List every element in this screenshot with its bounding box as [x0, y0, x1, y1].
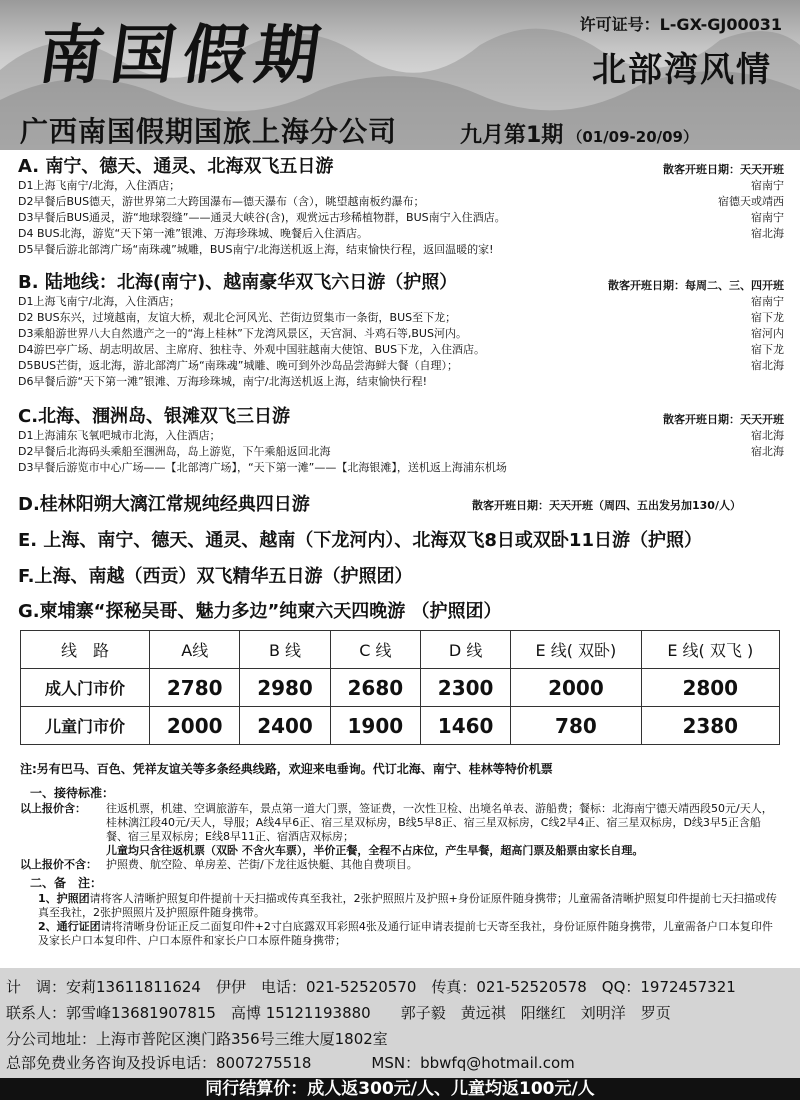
contact-persons: 联系人：郭雪峰13681907815 高博 15121193880 郭子毅 黄远祺 阳继红 刘明洋 罗页: [6, 1004, 671, 1022]
table-header-cell: E 线( 双卧): [511, 631, 641, 669]
excluded-label: 以上报价不含：: [20, 858, 97, 871]
child-policy: 儿童均只含往返机票（双卧 不含火车票），半价正餐，全程不占床位，产生早餐，超高门票及船票由家长自理。: [106, 844, 644, 857]
itinerary-day: D6早餐后游“天下第一滩”银滩、万海珍珠城，南宁/北海送机返上海，结束愉快行程!: [18, 375, 427, 388]
license-number: 许可证号：L-GX-GJ00031: [579, 15, 782, 34]
contact-footer: [0, 968, 800, 1078]
itinerary-day: D2早餐后BUS德天，游世界第二大跨国瀑布—德天瀑布（含），眺望越南板约瀑布； 宿德天或靖西: [18, 195, 784, 208]
itinerary-day: D1上海浦东飞氧吧城市北海，入住酒店； 宿北海: [18, 429, 784, 442]
operator-contacts: 计 调：安莉13611811624 伊伊 电话：021-52520570 传真：021-52520578 QQ：1972457321: [6, 978, 736, 996]
brand-logo-text: 南国假期: [33, 18, 333, 93]
remark-item: 2、通行证团请将清晰身份证正反二面复印件+2寸白底露双耳彩照4张及通行证申请表提前七天寄至我社，身份证原件随身携带，儿童需备户口本复印件及家长户口本复印件、户口本原件和家长户口本原件随身携带；: [38, 920, 773, 947]
tour-b: [18, 272, 784, 390]
itinerary-day: D2早餐后北海码头乘船至涠洲岛，岛上游览，下午乘船返回北海 宿北海: [18, 445, 784, 458]
itinerary-day: D3早餐后游览市中心广场——【北部湾广场】，“天下第一滩”——【北海银滩】，送机返上海浦东机场: [18, 461, 507, 474]
hotline-msn: 总部免费业务咨询及投诉电话：8007275518 MSN：bbwfq@hotmail.com: [6, 1054, 575, 1072]
issue-number: 九月第1期: [460, 123, 564, 148]
row-label: 成人门市价: [21, 669, 150, 707]
price-cell: 2800: [641, 669, 779, 707]
additional-routes-note: 注:另有巴马、百色、凭祥友谊关等多条经典线路，欢迎来电垂询。代订北海、南宁、桂林等特价机票: [20, 762, 553, 776]
tour-a-title: A. 南宁、德天、通灵、北海双飞五日游 散客开班日期：天天开班: [18, 156, 784, 178]
tour-b-schedule: 散客开班日期：每周二、三、四开班: [608, 279, 784, 292]
price-cell: 2300: [420, 669, 510, 707]
tour-a-schedule: 散客开班日期：天天开班: [663, 163, 784, 176]
price-cell: 2400: [240, 707, 330, 745]
issue-date-range: （01/09-20/09）: [567, 128, 698, 146]
company-name: 广西南国假期国旅上海分公司: [20, 115, 398, 148]
price-cell: 2000: [511, 669, 641, 707]
price-cell: 780: [511, 707, 641, 745]
included-label: 以上报价含：: [20, 802, 86, 815]
included-text: 往返机票，机建、空调旅游车，景点第一道大门票，签证费，一次性卫检、出境名单表、游船费；餐标：北海南宁德天靖西段50元/天人，桂林漓江段40元/天人，导服；A线4早6正、宿三星双标房，B线5早8正、宿三星双标房，C线2早4正、宿三星双标房，D线3早5正含船餐、宿三星双标房；E线8早11正、宿酒店双标房；: [106, 802, 773, 843]
agent-rebate-banner: 同行结算价：成人返300元/人、儿童均返100元/人: [0, 1078, 800, 1100]
tour-e-title: E. 上海、南宁、德天、通灵、越南（下龙河内）、北海双飞8日或双卧11日游（护照）: [18, 530, 702, 551]
included-block: [20, 802, 780, 858]
table-row: [21, 707, 780, 745]
row-label: 儿童门市价: [21, 707, 150, 745]
table-header-cell: B 线: [240, 631, 330, 669]
itinerary-day: D3乘船游世界八大自然遗产之一的“海上桂林”下龙湾风景区，天宫洞、斗鸡石等,BUS河内。 宿河内: [18, 327, 784, 340]
price-cell: 1900: [330, 707, 420, 745]
itinerary-day: D4 BUS北海，游览“天下第一滩”银滩、万海珍珠城、晚餐后入住酒店。 宿北海: [18, 227, 784, 240]
price-cell: 2680: [330, 669, 420, 707]
price-cell: 2380: [641, 707, 779, 745]
tour-d-schedule: 散客开班日期：天天开班（周四、五出发另加130/人）: [472, 499, 741, 512]
tour-c: [18, 406, 784, 476]
table-header-cell: E 线( 双飞 ): [641, 631, 779, 669]
excluded-text: 护照费、航空险、单房差、芒街/下龙往返快艇、其他自费项目。: [106, 858, 418, 871]
itinerary-day: D1上海飞南宁/北海，入住酒店； 宿南宁: [18, 295, 784, 308]
table-header-cell: 线 路: [21, 631, 150, 669]
itinerary-day: D3早餐后BUS通灵，游“地球裂缝”——通灵大峡谷(含)，观赏远古珍稀植物群，BUS南宁入住酒店。 宿南宁: [18, 211, 784, 224]
header-banner: [0, 0, 800, 150]
itinerary-day: D5早餐后游北部湾广场“南珠魂”城雕，BUS南宁/北海送机返上海，结束愉快行程，返回温暖的家!: [18, 243, 494, 256]
destination-title: 北部湾风情: [592, 50, 772, 90]
itinerary-day: D2 BUS东兴，过境越南，友谊大桥，观北仑河风光、芒街边贸集市一条街，BUS至下龙； 宿下龙: [18, 311, 784, 324]
terms-section: [20, 786, 780, 948]
itinerary-day: D1上海飞南宁/北海，入住酒店； 宿南宁: [18, 179, 784, 192]
price-cell: 1460: [420, 707, 510, 745]
price-cell: 2980: [240, 669, 330, 707]
remarks-heading: 二、备 注：: [30, 876, 103, 890]
tour-g-title: G.柬埔寨“探秘吴哥、魅力多边”纯柬六天四晚游 （护照团）: [18, 601, 502, 622]
table-header-cell: D 线: [420, 631, 510, 669]
price-table: [20, 630, 780, 745]
excluded-block: [20, 858, 780, 872]
table-header-cell: A线: [150, 631, 240, 669]
table-header-cell: C 线: [330, 631, 420, 669]
itinerary-day: D4游巴亭广场、胡志明故居、主席府、独柱寺、外观中国驻越南大使馆、BUS下龙，入住酒店。 宿下龙: [18, 343, 784, 356]
standards-heading: 一、接待标准：: [30, 786, 115, 800]
table-header-row: [21, 631, 780, 669]
table-row: [21, 669, 780, 707]
tour-f-title: F.上海、南越（西贡）双飞精华五日游（护照团）: [18, 566, 413, 587]
tour-a: [18, 156, 784, 258]
remarks-block: [20, 876, 780, 948]
remark-item: 1、护照团请将客人清晰护照复印件提前十天扫描或传真至我社，2张护照照片及护照+身份证原件随身携带；儿童需备清晰护照复印件提前七天扫描或传真至我社，2张护照照片及护照原件随身携带。: [38, 892, 777, 919]
tour-d-title: D.桂林阳朔大漓江常规纯经典四日游: [18, 494, 310, 515]
itinerary-day: D5BUS芒街，返北海，游北部湾广场“南珠魂”城雕、晚可到外沙岛品尝海鲜大餐（自理）； 宿北海: [18, 359, 784, 372]
price-cell: 2780: [150, 669, 240, 707]
tour-c-schedule: 散客开班日期：天天开班: [663, 413, 784, 426]
branch-address: 分公司地址：上海市普陀区澳门路356号三维大厦1802室: [6, 1030, 388, 1048]
price-cell: 2000: [150, 707, 240, 745]
issue-label: [460, 118, 698, 149]
tour-b-title: B. 陆地线：北海(南宁)、越南豪华双飞六日游（护照） 散客开班日期：每周二、三、四开班: [18, 272, 784, 294]
tour-c-title: C.北海、涠洲岛、银滩双飞三日游 散客开班日期：天天开班: [18, 406, 784, 428]
